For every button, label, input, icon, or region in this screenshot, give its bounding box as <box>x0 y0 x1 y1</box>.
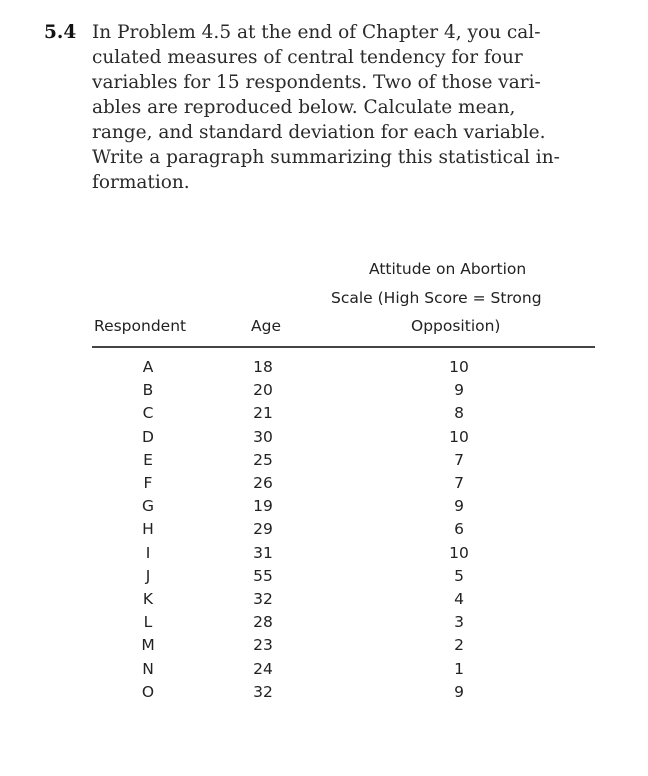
cell-attitude: 10 <box>449 543 469 562</box>
cell-attitude: 5 <box>454 566 464 585</box>
cell-age: 29 <box>253 520 273 539</box>
cell-attitude: 4 <box>454 590 464 608</box>
cell-attitude: 9 <box>454 682 464 701</box>
problem-number: 5.4 <box>44 22 77 43</box>
cell-attitude: 3 <box>454 613 464 632</box>
cell-attitude: 10 <box>449 358 469 376</box>
cell-age: 31 <box>253 543 273 562</box>
cell-age: 23 <box>253 636 273 655</box>
cell-attitude: 9 <box>454 381 464 400</box>
cell-age: 25 <box>253 450 273 469</box>
cell-age: 30 <box>253 427 273 446</box>
cell-age: 55 <box>253 566 273 585</box>
cell-attitude: 8 <box>454 404 464 423</box>
cell-attitude: 7 <box>454 450 464 469</box>
problem-text-line: variables for 15 respondents. Two of those vari- <box>92 72 541 93</box>
cell-age: 32 <box>253 590 273 608</box>
cell-respondent: O <box>141 682 155 701</box>
cell-respondent: M <box>141 636 155 655</box>
cell-age: 19 <box>253 497 273 516</box>
cell-respondent: H <box>142 520 154 539</box>
cell-respondent: B <box>142 381 154 400</box>
cell-attitude: 6 <box>454 520 464 539</box>
cell-respondent: I <box>145 543 151 562</box>
problem-text-line: ables are reproduced below. Calculate mean, <box>92 97 516 118</box>
problem-text-line: Write a paragraph summarizing this statistical in- <box>92 147 560 168</box>
cell-age: 28 <box>253 613 273 632</box>
problem-text-line: culated measures of central tendency for four <box>92 47 523 68</box>
problem-text-line: range, and standard deviation for each variable. <box>92 122 546 143</box>
cell-respondent: D <box>142 427 154 446</box>
cell-respondent: K <box>142 590 154 608</box>
cell-age: 26 <box>253 474 273 492</box>
cell-respondent: A <box>142 358 154 376</box>
cell-age: 32 <box>253 682 273 701</box>
cell-attitude: 1 <box>454 659 464 678</box>
cell-respondent: G <box>141 497 154 516</box>
header-attitude-line2: Scale (High Score = Strong <box>331 289 542 307</box>
problem-text-line: formation. <box>92 172 190 193</box>
cell-age: 24 <box>253 659 273 678</box>
cell-attitude: 2 <box>454 636 464 655</box>
cell-attitude: 10 <box>449 427 469 446</box>
cell-attitude: 7 <box>454 474 464 492</box>
cell-respondent: J <box>145 566 151 585</box>
cell-respondent: C <box>142 404 154 423</box>
header-rule <box>92 346 595 348</box>
cell-age: 21 <box>253 404 273 423</box>
cell-attitude: 9 <box>454 497 464 516</box>
cell-respondent: L <box>143 613 153 632</box>
cell-age: 20 <box>253 381 273 400</box>
cell-respondent: F <box>143 474 153 492</box>
header-attitude-line3: Opposition) <box>411 317 501 335</box>
header-attitude-line1: Attitude on Abortion <box>369 260 527 278</box>
header-respondent: Respondent <box>94 317 187 335</box>
cell-respondent: N <box>142 659 154 678</box>
cell-age: 18 <box>253 358 273 376</box>
cell-respondent: E <box>143 450 153 469</box>
problem-text-line: In Problem 4.5 at the end of Chapter 4, you cal- <box>92 22 541 43</box>
header-age: Age <box>251 317 281 335</box>
